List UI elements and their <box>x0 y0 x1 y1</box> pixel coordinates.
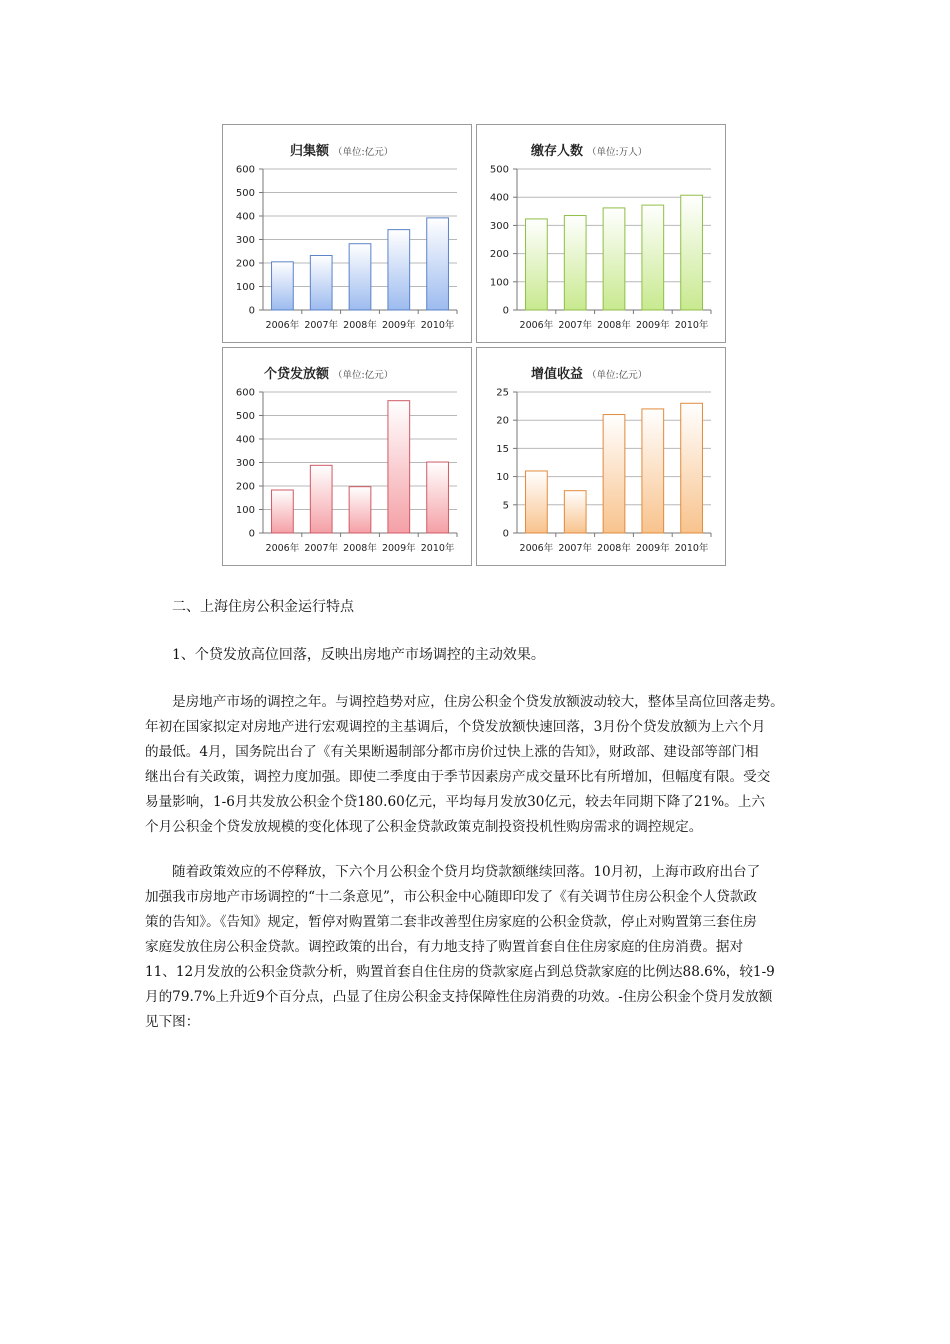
y-tick-label: 500 <box>235 188 255 199</box>
y-tick-label: 0 <box>502 305 509 317</box>
section-heading: 二、上海住房公积金运行特点 <box>172 599 354 615</box>
bar <box>526 219 548 310</box>
paragraph-line: 年初在国家拟定对房地产进行宏观调控的主基调后，个贷发放额快速回落，3月份个贷发放额为上六个月 <box>145 719 766 735</box>
chart-depositors <box>477 125 725 342</box>
x-tick-label: 2008年 <box>597 543 631 554</box>
chart-value-added-income <box>477 348 725 565</box>
chart-title: 缴存人数 <box>530 144 583 159</box>
x-tick-label: 2008年 <box>597 320 631 331</box>
paragraph-line: 11、12月发放的公积金贷款分析，购置首套自住住房的贷款家庭占到总贷款家庭的比例达88.6%，较1-9 <box>145 964 775 980</box>
chart-panel-deposit-amount <box>222 124 472 343</box>
x-tick-label: 2009年 <box>381 543 416 554</box>
bar <box>564 216 586 310</box>
y-tick-label: 300 <box>489 220 509 232</box>
paragraph-line: 个月公积金个贷发放规模的变化体现了公积金贷款政策克制投资投机性购房需求的调控规定。 <box>145 819 703 835</box>
paragraph-line: 加强我市房地产市场调控的“十二条意见”，市公积金中心随即印发了《有关调节住房公积金个人贷款政 <box>145 889 758 905</box>
chart-unit: （单位:亿元） <box>333 370 394 381</box>
chart-title: 增值收益 <box>530 367 583 382</box>
x-tick-label: 2007年 <box>558 320 593 331</box>
paragraph-line: 月的79.7%上升近9个百分点，凸显了住房公积金支持保障性住房消费的功效。-住房公积金个贷月发放额 <box>145 989 773 1005</box>
bar <box>427 218 449 310</box>
x-tick-label: 2007年 <box>304 320 339 331</box>
bar <box>603 208 625 310</box>
paragraph-first-half <box>145 690 812 840</box>
x-tick-label: 2009年 <box>635 543 670 554</box>
y-tick-label: 25 <box>496 387 509 399</box>
x-tick-label: 2010年 <box>674 543 709 554</box>
bar <box>272 490 294 533</box>
y-tick-label: 500 <box>489 164 509 176</box>
bar <box>310 465 332 533</box>
y-tick-label: 10 <box>496 472 509 484</box>
chart-unit: （单位:万人） <box>587 147 648 158</box>
chart-unit: （单位:亿元） <box>333 147 394 158</box>
bar <box>603 415 625 533</box>
y-tick-label: 300 <box>235 235 255 246</box>
chart-title: 个贷发放额 <box>263 367 329 382</box>
bar <box>427 462 449 533</box>
y-tick-label: 5 <box>502 500 509 512</box>
bar <box>310 255 332 310</box>
bar <box>526 471 548 533</box>
x-tick-label: 2007年 <box>558 543 593 554</box>
y-tick-label: 100 <box>235 282 255 293</box>
bar <box>642 205 664 310</box>
paragraph-line: 继出台有关政策，调控力度加强。即使二季度由于季节因素房产成交量环比有所增加，但幅度有限。受交 <box>145 769 771 785</box>
y-tick-label: 600 <box>235 164 255 176</box>
bar <box>564 491 586 533</box>
y-tick-label: 300 <box>235 458 255 469</box>
paragraph-second-half <box>145 860 812 1035</box>
paragraph-line: 随着政策效应的不停释放，下六个月公积金个贷月均贷款额继续回落。10月初，上海市政府出台了 <box>172 864 761 880</box>
paragraph-line: 策的告知》。《告知》规定，暂停对购置第二套非改善型住房家庭的公积金贷款，停止对购置第三套住房 <box>145 914 757 930</box>
sub-heading: 1、个贷发放高位回落，反映出房地产市场调控的主动效果。 <box>172 647 545 663</box>
x-tick-label: 2009年 <box>381 320 416 331</box>
charts-grid <box>222 124 728 566</box>
x-tick-label: 2008年 <box>343 543 377 554</box>
x-tick-label: 2006年 <box>519 320 554 331</box>
x-tick-label: 2010年 <box>420 320 455 331</box>
y-tick-label: 0 <box>248 305 255 317</box>
bar <box>349 244 371 310</box>
chart-panel-value-added-income <box>476 347 726 566</box>
x-tick-label: 2010年 <box>420 543 455 554</box>
bar <box>272 262 294 310</box>
x-tick-label: 2006年 <box>519 543 554 554</box>
x-tick-label: 2006年 <box>265 543 300 554</box>
chart-title: 归集额 <box>289 144 329 159</box>
y-tick-label: 400 <box>235 211 255 223</box>
y-tick-label: 15 <box>496 443 509 455</box>
y-tick-label: 400 <box>235 434 255 446</box>
chart-loan-issuance <box>223 348 471 565</box>
y-tick-label: 400 <box>489 192 509 204</box>
bar <box>642 409 664 533</box>
y-tick-label: 0 <box>248 528 255 540</box>
y-tick-label: 200 <box>235 481 255 493</box>
x-tick-label: 2008年 <box>343 320 377 331</box>
chart-panel-depositors <box>476 124 726 343</box>
chart-deposit-amount <box>223 125 471 342</box>
chart-unit: （单位:亿元） <box>587 370 648 381</box>
y-tick-label: 200 <box>489 249 509 261</box>
y-tick-label: 20 <box>496 415 509 427</box>
paragraph-line: 的最低。4月，国务院出台了《有关果断遏制部分都市房价过快上涨的告知》，财政部、建设部等部门相 <box>145 744 759 760</box>
paragraph-line: 是房地产市场的调控之年。与调控趋势对应，住房公积金个贷发放额波动较大，整体呈高位回落走势。 <box>172 694 784 710</box>
y-tick-label: 200 <box>235 258 255 270</box>
x-tick-label: 2010年 <box>674 320 709 331</box>
bar <box>388 401 410 533</box>
x-tick-label: 2007年 <box>304 543 339 554</box>
y-tick-label: 600 <box>235 387 255 399</box>
y-tick-label: 500 <box>235 411 255 422</box>
y-tick-label: 0 <box>502 528 509 540</box>
y-tick-label: 100 <box>489 277 509 289</box>
paragraph-line: 见下图： <box>145 1014 200 1030</box>
bar <box>681 195 703 310</box>
x-tick-label: 2006年 <box>265 320 300 331</box>
y-tick-label: 100 <box>235 505 255 516</box>
bar <box>388 230 410 310</box>
paragraph-line: 易量影响，1-6月共发放公积金个贷180.60亿元，平均每月发放30亿元，较去年同期下降了21%。上六 <box>145 794 765 810</box>
x-tick-label: 2009年 <box>635 320 670 331</box>
paragraph-line: 家庭发放住房公积金贷款。调控政策的出台，有力地支持了购置首套自住住房家庭的住房消费。据对 <box>145 939 744 955</box>
chart-panel-loan-issuance <box>222 347 472 566</box>
bar <box>681 403 703 533</box>
bar <box>349 487 371 533</box>
